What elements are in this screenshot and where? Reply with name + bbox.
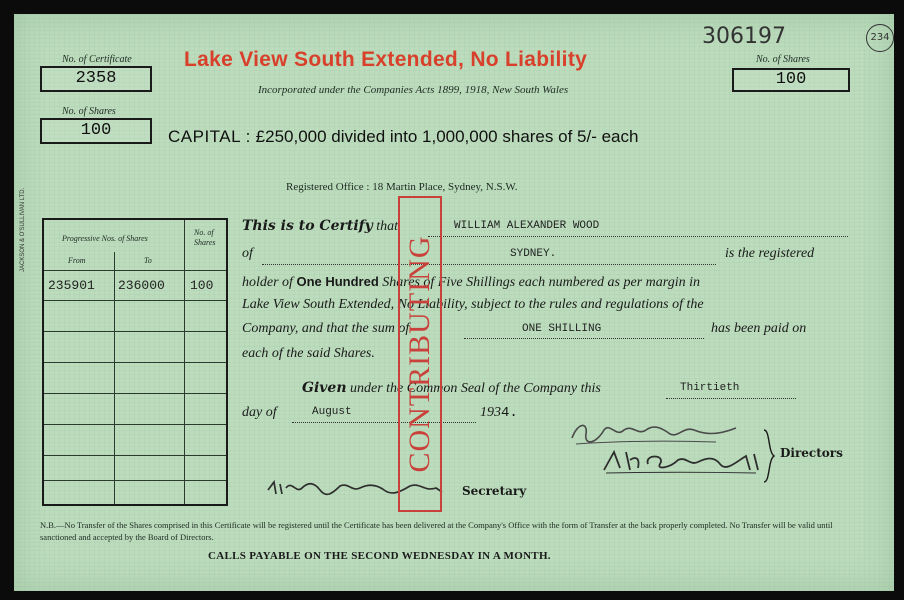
is-registered-text: is the registered [725, 246, 815, 261]
directors-label: Directors [780, 446, 843, 460]
transfer-note: N.B.—No Transfer of the Shares comprised in this Certificate will be registered until the Certificate has been delivered at the Company's Office with the form of Transfer at the back properly completed. No Transfer will be valid until sanctioned and accepted by the Board of Directors. [40, 520, 833, 542]
shares-right-box: 100 [732, 68, 850, 92]
calls-payable-note: CALLS PAYABLE ON THE SECOND WEDNESDAY IN A MONTH. [208, 550, 551, 562]
holder-name: WILLIAM ALEXANDER WOOD [454, 220, 600, 232]
progressive-numbers-table [42, 218, 228, 506]
director-signature-2 [596, 446, 766, 476]
secretary-label: Secretary [462, 484, 527, 498]
registered-office: Registered Office : 18 Martin Place, Sydney, N.S.W. [286, 181, 518, 193]
share-certificate [14, 14, 894, 591]
directors-brace [762, 428, 776, 484]
certify-line: This is to Certify that [242, 218, 399, 234]
table-row-no: 100 [190, 278, 214, 293]
capital-text: £250,000 divided into 1,000,000 shares of 5/- each [255, 127, 639, 146]
incorporation-line: Incorporated under the Companies Acts 1899, 1918, New South Wales [258, 84, 569, 96]
share-count-words: One Hundred [296, 274, 379, 289]
sum-line-start: Company, and that the sum of [242, 321, 410, 336]
shares-left-label: No. of Shares [62, 106, 116, 117]
company-line: Lake View South Extended, No Liability, subject to the rules and regulations of the [242, 297, 704, 312]
company-title: Lake View South Extended, No Liability [184, 48, 588, 71]
pencil-number: 306197 [702, 24, 786, 49]
holder-place: SYDNEY. [510, 248, 557, 260]
capital-line [168, 127, 638, 147]
table-col-no-line1: No. of [194, 228, 214, 237]
certify-heading: This is to Certify [242, 218, 373, 234]
year: 1934. [480, 405, 518, 421]
of-label: of [242, 246, 253, 261]
printer-imprint: JACKSON & O'SULLIVAN LTD. [20, 187, 26, 272]
table-heading: Progressive Nos. of Shares [62, 234, 148, 243]
contributing-stamp [398, 196, 442, 512]
table-col-to: To [144, 256, 152, 265]
stamp-text: CONTRIBUTING [403, 235, 436, 473]
shares-left-box: 100 [40, 118, 152, 144]
certificate-number-label: No. of Certificate [62, 54, 132, 65]
director-signature-1 [566, 418, 746, 448]
certificate-number-box: 2358 [40, 66, 152, 92]
day-of-label: day of [242, 405, 277, 420]
month: August [312, 406, 352, 418]
shares-right-label: No. of Shares [756, 54, 810, 65]
given-line: Given under the Common Seal of the Company this [302, 380, 601, 396]
capital-label: CAPITAL : [168, 127, 251, 146]
table-col-from: From [68, 256, 86, 265]
day-word: Thirtieth [680, 382, 740, 394]
sum-line-end: has been paid on [711, 321, 807, 336]
holder-line: holder of One Hundred Shares of Five Shillings each numbered as per margin in [242, 274, 700, 290]
pencil-circle-number: 234 [866, 24, 894, 52]
table-row-to: 236000 [118, 278, 165, 293]
table-row-from: 235901 [48, 278, 95, 293]
shares-line: each of the said Shares. [242, 346, 375, 361]
sum-paid: ONE SHILLING [522, 323, 602, 335]
table-col-no-line2: Shares [194, 238, 216, 247]
